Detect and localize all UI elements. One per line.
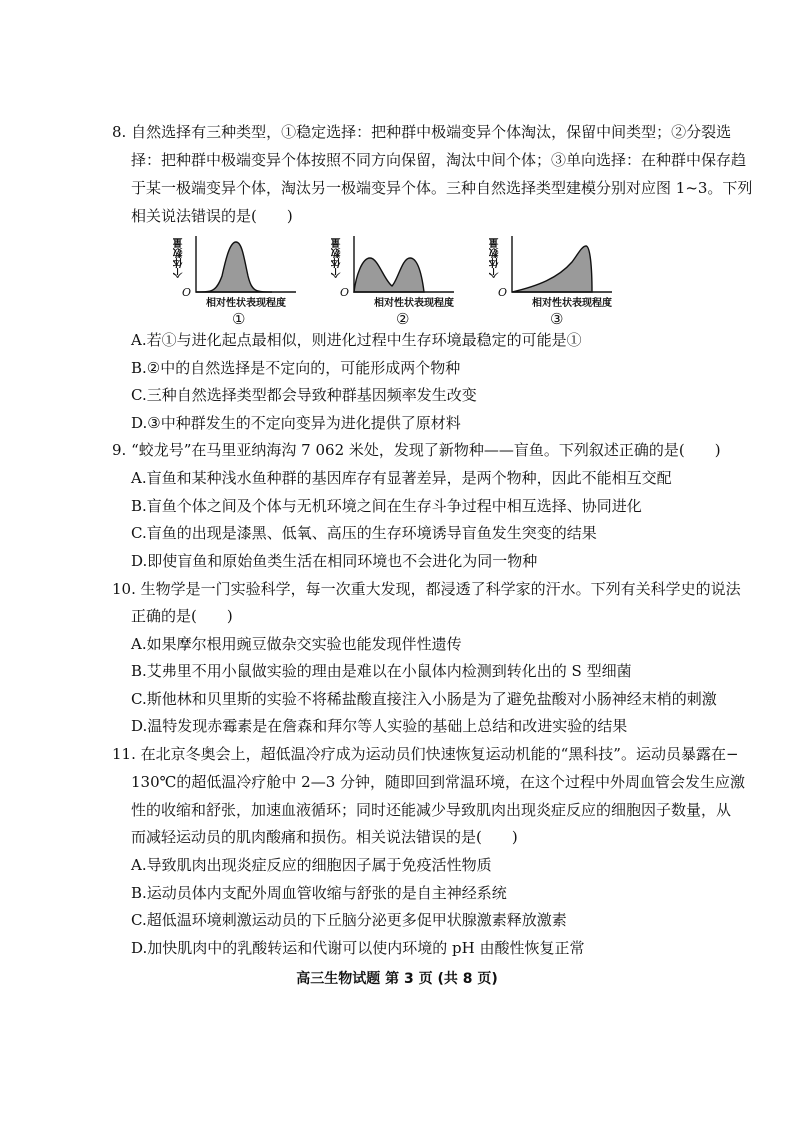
q9-option-c: C.盲鱼的出现是漆黑、低氧、高压的生存环境诱导盲鱼发生突变的结果 — [131, 524, 597, 542]
figure-2-xlabel: 相对性状表现程度 — [374, 298, 454, 309]
q11-option-a: A.导致肌肉出现炎症反应的细胞因子属于免疫活性物质 — [131, 856, 492, 874]
q11-option-b: B.运动员体内支配外周血管收缩与舒张的是自主神经系统 — [131, 884, 507, 902]
q8-line-4: 相关说法错误的是( ) — [131, 207, 293, 225]
q8-option-d: D.③中种群发生的不定向变异为进化提供了原材料 — [131, 414, 461, 432]
q10-option-b: B.艾弗里不用小鼠做实验的理由是难以在小鼠体内检测到转化出的 S 型细菌 — [131, 662, 632, 680]
figure-2 — [330, 236, 460, 326]
q11-line-4: 而减轻运动员的肌肉酸痛和损伤。相关说法错误的是( ) — [131, 828, 518, 846]
q8-option-b: B.②中的自然选择是不定向的，可能形成两个物种 — [131, 359, 461, 377]
figure-3-origin: O — [498, 286, 508, 299]
q9-option-a: A.盲鱼和某种浅水鱼种群的基因库存有显著差异，是两个物种，因此不能相互交配 — [131, 469, 672, 487]
q10-line-2: 正确的是( ) — [131, 607, 233, 625]
figure-1-origin: O — [182, 286, 192, 299]
q8-option-a: A.若①与进化起点最相似，则进化过程中生存环境最稳定的可能是① — [131, 331, 582, 349]
figure-3-curve — [512, 246, 592, 292]
q9-option-d: D.即使盲鱼和原始鱼类生活在相同环境也不会进化为同一物种 — [131, 552, 538, 570]
q11-option-c: C.超低温环境刺激运动员的下丘脑分泌更多促甲状腺激素释放激素 — [131, 911, 567, 929]
q9-stem: 9. “蛟龙号”在马里亚纳海沟 7 062 米处，发现了新物种——盲鱼。下列叙述正确的是( ) — [112, 441, 721, 459]
q10-option-a: A.如果摩尔根用豌豆做杂交实验也能发现伴性遗传 — [131, 635, 462, 653]
figure-3-xlabel: 相对性状表现程度 — [532, 298, 612, 309]
q11-line-1: 11. 在北京冬奥会上，超低温冷疗成为运动员们快速恢复运动机能的“黑科技”。运动员暴露在− — [112, 745, 739, 763]
figure-3 — [488, 236, 618, 326]
q11-line-3: 性的收缩和舒张，加速血液循环；同时还能减少导致肌肉出现炎症反应的细胞因子数量，从 — [131, 801, 732, 819]
figure-1-xlabel: 相对性状表现程度 — [206, 298, 286, 309]
q11-line-2: 130℃的超低温冷疗舱中 2—3 分钟，随即回到常温环境，在这个过程中外周血管会发生应激 — [131, 773, 746, 791]
page-footer: 高三生物试题 第 3 页 (共 8 页) — [296, 971, 498, 987]
q8-line-2: 择：把种群中极端变异个体按照不同方向保留，淘汰中间个体；③单向选择：在种群中保存趋 — [131, 151, 747, 169]
figure-2-number: ② — [396, 310, 410, 328]
q8-option-c: C.三种自然选择类型都会导致种群基因频率发生改变 — [131, 386, 477, 404]
figure-1-curve — [196, 242, 272, 292]
figure-2-plot — [330, 236, 460, 300]
q8-line-3: 于某一极端变异个体，淘汰另一极端变异个体。三种自然选择类型建模分别对应图 1~3。下列 — [131, 179, 753, 197]
figure-3-number: ③ — [550, 310, 564, 328]
figure-1 — [172, 236, 302, 326]
figure-1-plot — [172, 236, 302, 300]
figure-3-plot — [488, 236, 618, 300]
q9-option-b: B.盲鱼个体之间及个体与无机环境之间在生存斗争过程中相互选择、协同进化 — [131, 497, 642, 515]
q10-line-1: 10. 生物学是一门实验科学，每一次重大发现，都浸透了科学家的汗水。下列有关科学史的说法 — [112, 580, 741, 598]
q11-option-d: D.加快肌肉中的乳酸转运和代谢可以使内环境的 pH 由酸性恢复正常 — [131, 939, 585, 957]
figure-1-number: ① — [232, 310, 246, 328]
q8-line-1: 8. 自然选择有三种类型，①稳定选择：把种群中极端变异个体淘汰，保留中间类型；②分裂选 — [112, 123, 732, 141]
q10-option-d: D.温特发现赤霉素是在詹森和拜尔等人实验的基础上总结和改进实验的结果 — [131, 717, 628, 735]
figure-2-ylabel: 个体数量 — [332, 238, 343, 278]
figure-1-ylabel: 个体数量 — [174, 238, 185, 278]
figure-3-ylabel: 个体数量 — [490, 238, 501, 278]
q10-option-c: C.斯他林和贝里斯的实验不将稀盐酸直接注入小肠是为了避免盐酸对小肠神经末梢的刺激 — [131, 690, 717, 708]
figure-2-origin: O — [340, 286, 350, 299]
figure-2-curve — [354, 258, 424, 292]
